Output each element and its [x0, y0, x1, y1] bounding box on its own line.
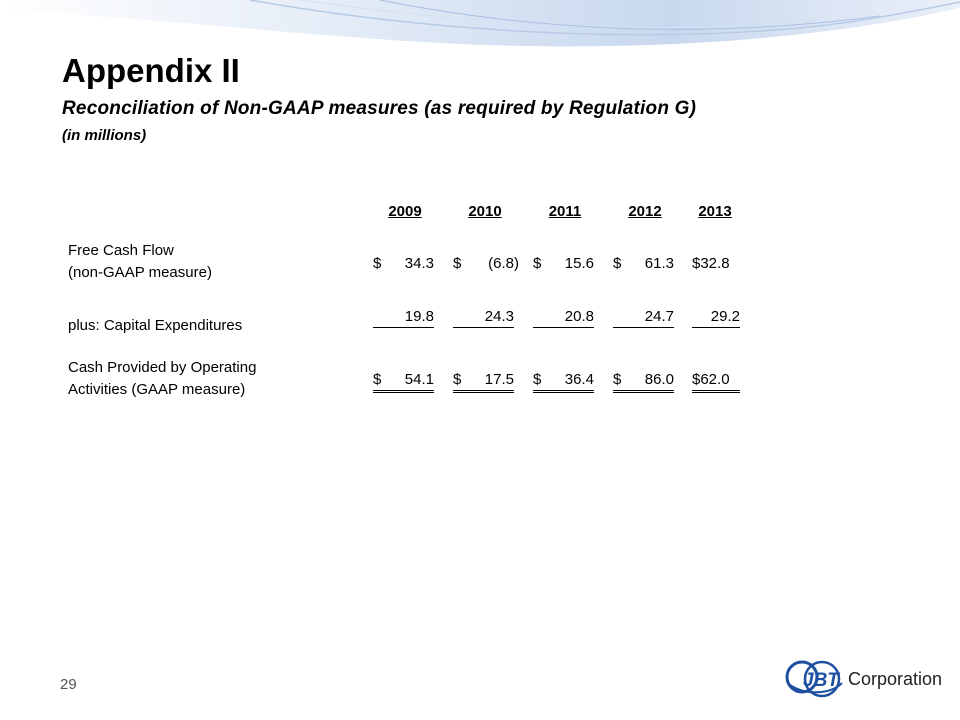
year-header-2012: 2012 — [628, 203, 662, 220]
year-header-2010: 2010 — [468, 203, 502, 220]
row-label-capital-expenditures: plus: Capital Expenditures — [68, 317, 243, 334]
table-cell: $ (6.8) — [453, 255, 519, 272]
units-note: (in millions) — [62, 127, 147, 144]
table-cell: $ 62.0 — [692, 370, 740, 393]
year-header-2013: 2013 — [698, 203, 732, 220]
page-number: 29 — [60, 676, 77, 693]
table-cell: 20.8 — [533, 307, 594, 328]
logo-company-text: Corporation — [848, 669, 943, 689]
row-label-cash-provided-operating: Cash Provided by Operating Activities (GAAP measure) — [68, 359, 257, 398]
row-label-free-cash-flow: Free Cash Flow (non-GAAP measure) — [68, 242, 212, 281]
table-cell: 29.2 — [692, 307, 740, 328]
table-cell: 19.8 — [373, 307, 434, 328]
table-cell: $ 17.5 — [453, 370, 514, 393]
table-cell: 24.3 — [453, 307, 514, 328]
slide-title: Appendix II — [62, 52, 240, 89]
table-cell: $ 34.3 — [373, 255, 434, 272]
table-cell: $ 15.6 — [533, 255, 594, 272]
year-header-2011: 2011 — [548, 203, 582, 220]
table-cell: $ 54.1 — [373, 370, 434, 393]
logo-mark-text: JBT — [803, 670, 839, 691]
slide-subtitle: Reconciliation of Non-GAAP measures (as required by Regulation G) — [62, 98, 697, 119]
year-header-2009: 2009 — [388, 203, 422, 220]
table-cell: $ 36.4 — [533, 370, 594, 393]
table-cell: $ 86.0 — [613, 370, 674, 393]
header-swoosh-decoration — [0, 0, 960, 60]
table-cell: $ 32.8 — [692, 255, 730, 272]
table-cell: 24.7 — [613, 307, 674, 328]
table-cell: $ 61.3 — [613, 255, 674, 272]
